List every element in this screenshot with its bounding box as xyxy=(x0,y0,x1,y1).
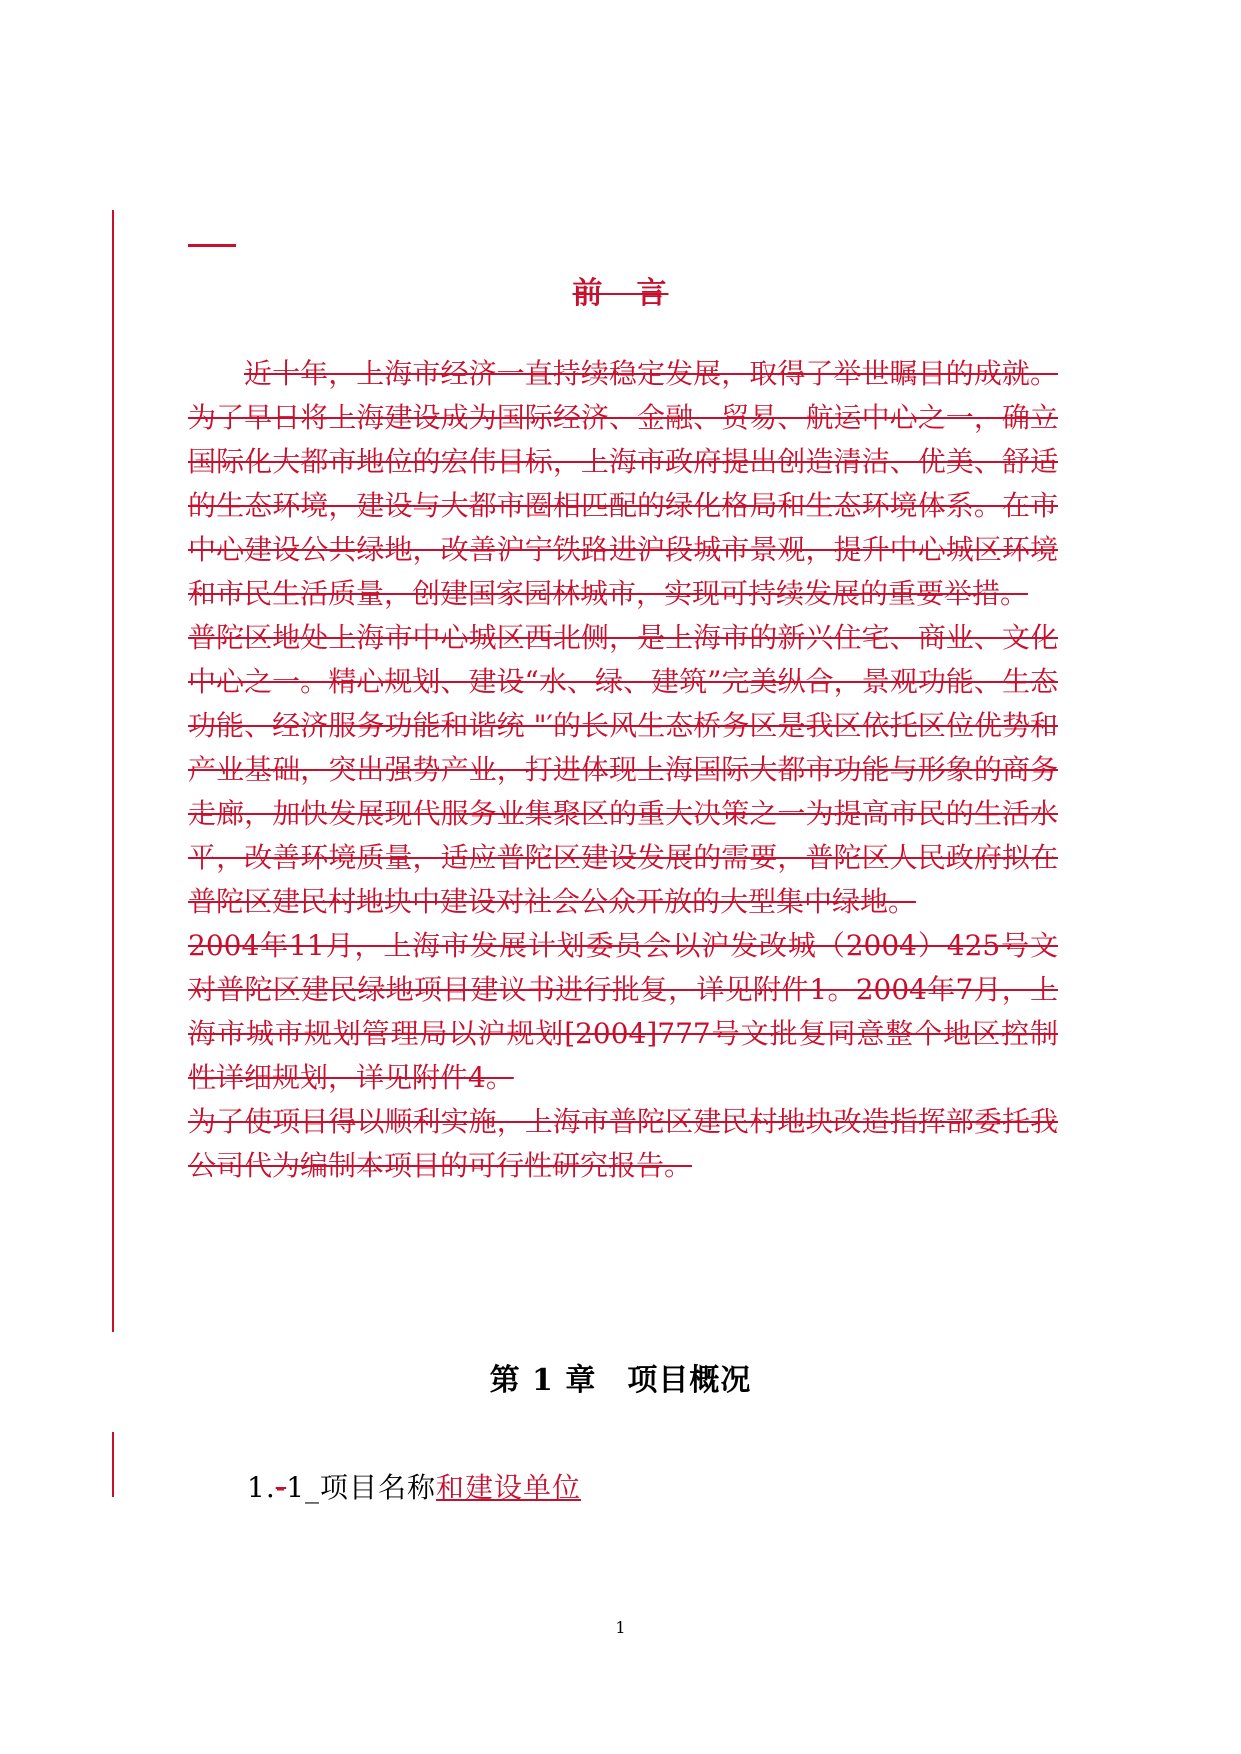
section-title-inserted: 和建设单位 xyxy=(436,1471,582,1504)
deleted-text: 2004年11月，上海市发展计划委员会以沪发改城（2004）425号文对普陀区建民绿地项目建议书进行批复，详见附件1。2004年7月，上海市城市规划管理局以沪规划[2004]777号文批复同意整个地区控制性详细规划，详见附件4。 xyxy=(188,929,1058,1094)
change-bar-section xyxy=(112,1432,114,1497)
section-number-prefix: 1. xyxy=(247,1471,276,1504)
preface-paragraph xyxy=(188,924,1058,1100)
page-number: 1 xyxy=(615,1618,626,1637)
section-title: 项目名称 xyxy=(320,1471,437,1504)
section-number-suffix: 1_ xyxy=(286,1471,321,1504)
preface-paragraph xyxy=(188,352,1058,616)
preface-paragraph xyxy=(188,1100,1058,1188)
deleted-text: 普陀区地处上海市中心城区西北侧，是上海市的新兴住宅、商业、文化中心之一。精心规划、建设“水、绿、建筑”完美纵合，景观功能、生态功能、经济服务功能和谐统 "′的长风生态桥务区是我区依托区位优势和产业基础，突出强势产业，打进体现上海国际大都市功能与形象的商务走廊，加快发展现代服务业集聚区的重大决策之一为提高市民的生活水平，改善环境质量，适应普陀区建设发展的需要，普陀区人民政府拟在普陀区建民村地块中建设对社会公众开放的大型集中绿地。 xyxy=(188,621,1058,918)
section-number-deleted: - xyxy=(275,1471,287,1504)
deleted-text: 为了使项目得以顺利实施，上海市普陀区建民村地块改造指挥部委托我公司代为编制本项目的可行性研究报告。 xyxy=(188,1105,1058,1182)
chapter-title: 第 1 章 项目概况 xyxy=(489,1363,752,1398)
preface-paragraph xyxy=(188,616,1058,924)
preface-body xyxy=(188,352,1058,1188)
preface-title: 前 言 xyxy=(572,276,669,311)
change-bar-preface xyxy=(112,210,114,1332)
deleted-mark xyxy=(188,244,236,247)
deleted-text: 近十年，上海市经济一直持续稳定发展，取得了举世瞩目的成就。为了早日将上海建设成为国际经济、金融、贸易、航运中心之一，确立国际化大都市地位的宏伟目标，上海市政府提出创造清洁、优美、舒适的生态环境，建设与大都市圈相匹配的绿化格局和生态环境体系。在市中心建设公共绿地，改善沪宁铁路进沪段城市景观，提升中心城区环境和市民生活质量，创建国家园林城市，实现可持续发展的重要举措。 xyxy=(188,357,1058,610)
section-heading xyxy=(247,1466,581,1506)
